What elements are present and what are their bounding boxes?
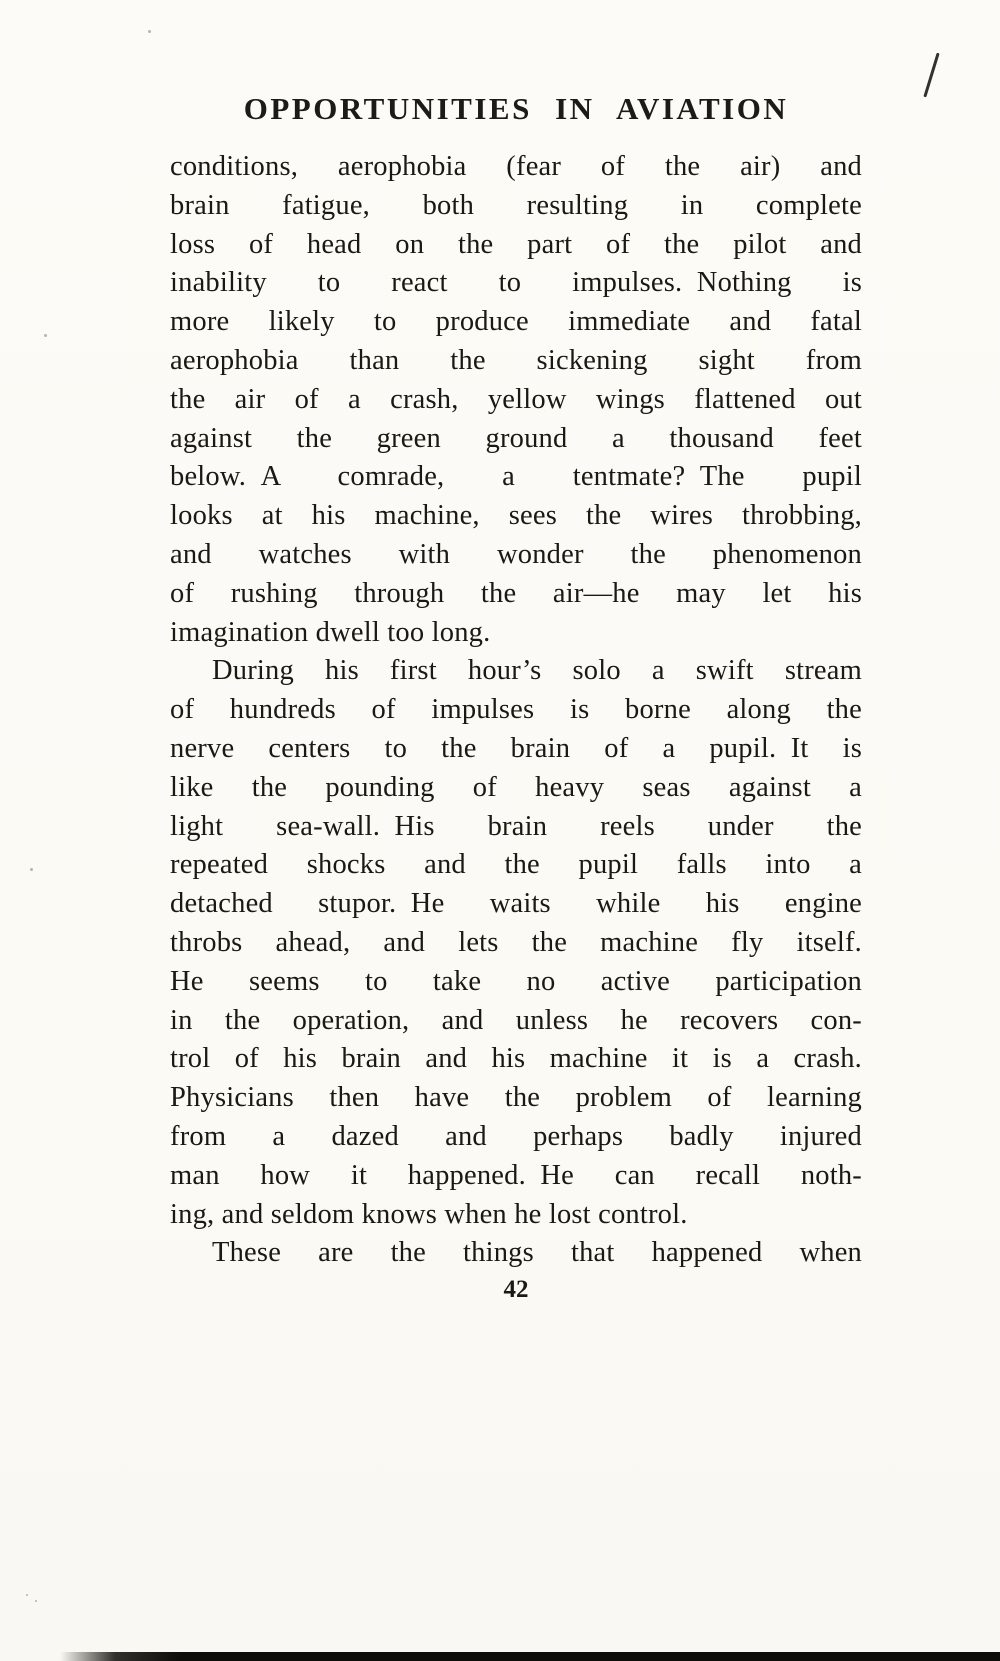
text-line: the air of a crash, yellow wings flattened out bbox=[170, 383, 862, 415]
text-line: detached stupor. He waits while his engine bbox=[170, 888, 862, 920]
text-line: light sea-wall. His brain reels under the bbox=[170, 810, 862, 842]
text-line: He seems to take no active participation bbox=[170, 965, 862, 997]
text-line: brain fatigue, both resulting in complete bbox=[170, 189, 862, 221]
text-line: of hundreds of impulses is borne along the bbox=[170, 694, 862, 726]
text-line: looks at his machine, sees the wires throbbing, bbox=[170, 500, 862, 532]
text-block bbox=[170, 148, 862, 1273]
scan-speck bbox=[44, 334, 47, 337]
text-line: imagination dwell too long. bbox=[170, 616, 491, 648]
text-line: throbs ahead, and lets the machine fly itself. bbox=[170, 926, 862, 958]
text-line: conditions, aerophobia (fear of the air) and bbox=[170, 151, 862, 182]
text-line: trol of his brain and his machine it is a crash. bbox=[170, 1043, 862, 1075]
text-line: man how it happened. He can recall noth- bbox=[170, 1159, 862, 1191]
text-line: aerophobia than the sickening sight from bbox=[170, 344, 862, 376]
text-column bbox=[170, 90, 862, 1305]
scan-speck bbox=[30, 868, 33, 871]
scan-edge-bar bbox=[60, 1652, 1000, 1661]
text-line: loss of head on the part of the pilot and bbox=[170, 228, 862, 260]
text-line: During his first hour’s solo a swift stream bbox=[212, 655, 862, 687]
scan-speck bbox=[148, 30, 151, 33]
text-line: from a dazed and perhaps badly injured bbox=[170, 1120, 862, 1152]
text-line: ing, and seldom knows when he lost control. bbox=[170, 1198, 688, 1230]
text-line: These are the things that happened when bbox=[212, 1237, 862, 1269]
text-line: against the green ground a thousand feet bbox=[170, 422, 862, 454]
text-line: like the pounding of heavy seas against a bbox=[170, 771, 862, 803]
text-line: more likely to produce immediate and fatal bbox=[170, 306, 862, 338]
text-line: and watches with wonder the phenomenon bbox=[170, 538, 862, 570]
text-line: in the operation, and unless he recovers con- bbox=[170, 1004, 862, 1036]
text-line: Physicians then have the problem of learning bbox=[170, 1082, 862, 1114]
page-number: 42 bbox=[503, 1276, 529, 1304]
text-line: below. A comrade, a tentmate? The pupil bbox=[170, 461, 862, 493]
text-line: of rushing through the air—he may let his bbox=[170, 577, 862, 609]
text-line: repeated shocks and the pupil falls into a bbox=[170, 849, 862, 881]
pen-stroke-mark bbox=[923, 53, 939, 98]
text-line: nerve centers to the brain of a pupil. It is bbox=[170, 732, 862, 764]
scan-speck bbox=[35, 1600, 37, 1602]
text-line: inability to react to impulses. Nothing is bbox=[170, 267, 862, 299]
scan-speck bbox=[26, 1594, 28, 1596]
page-header: OPPORTUNITIES IN AVIATION bbox=[243, 91, 789, 126]
